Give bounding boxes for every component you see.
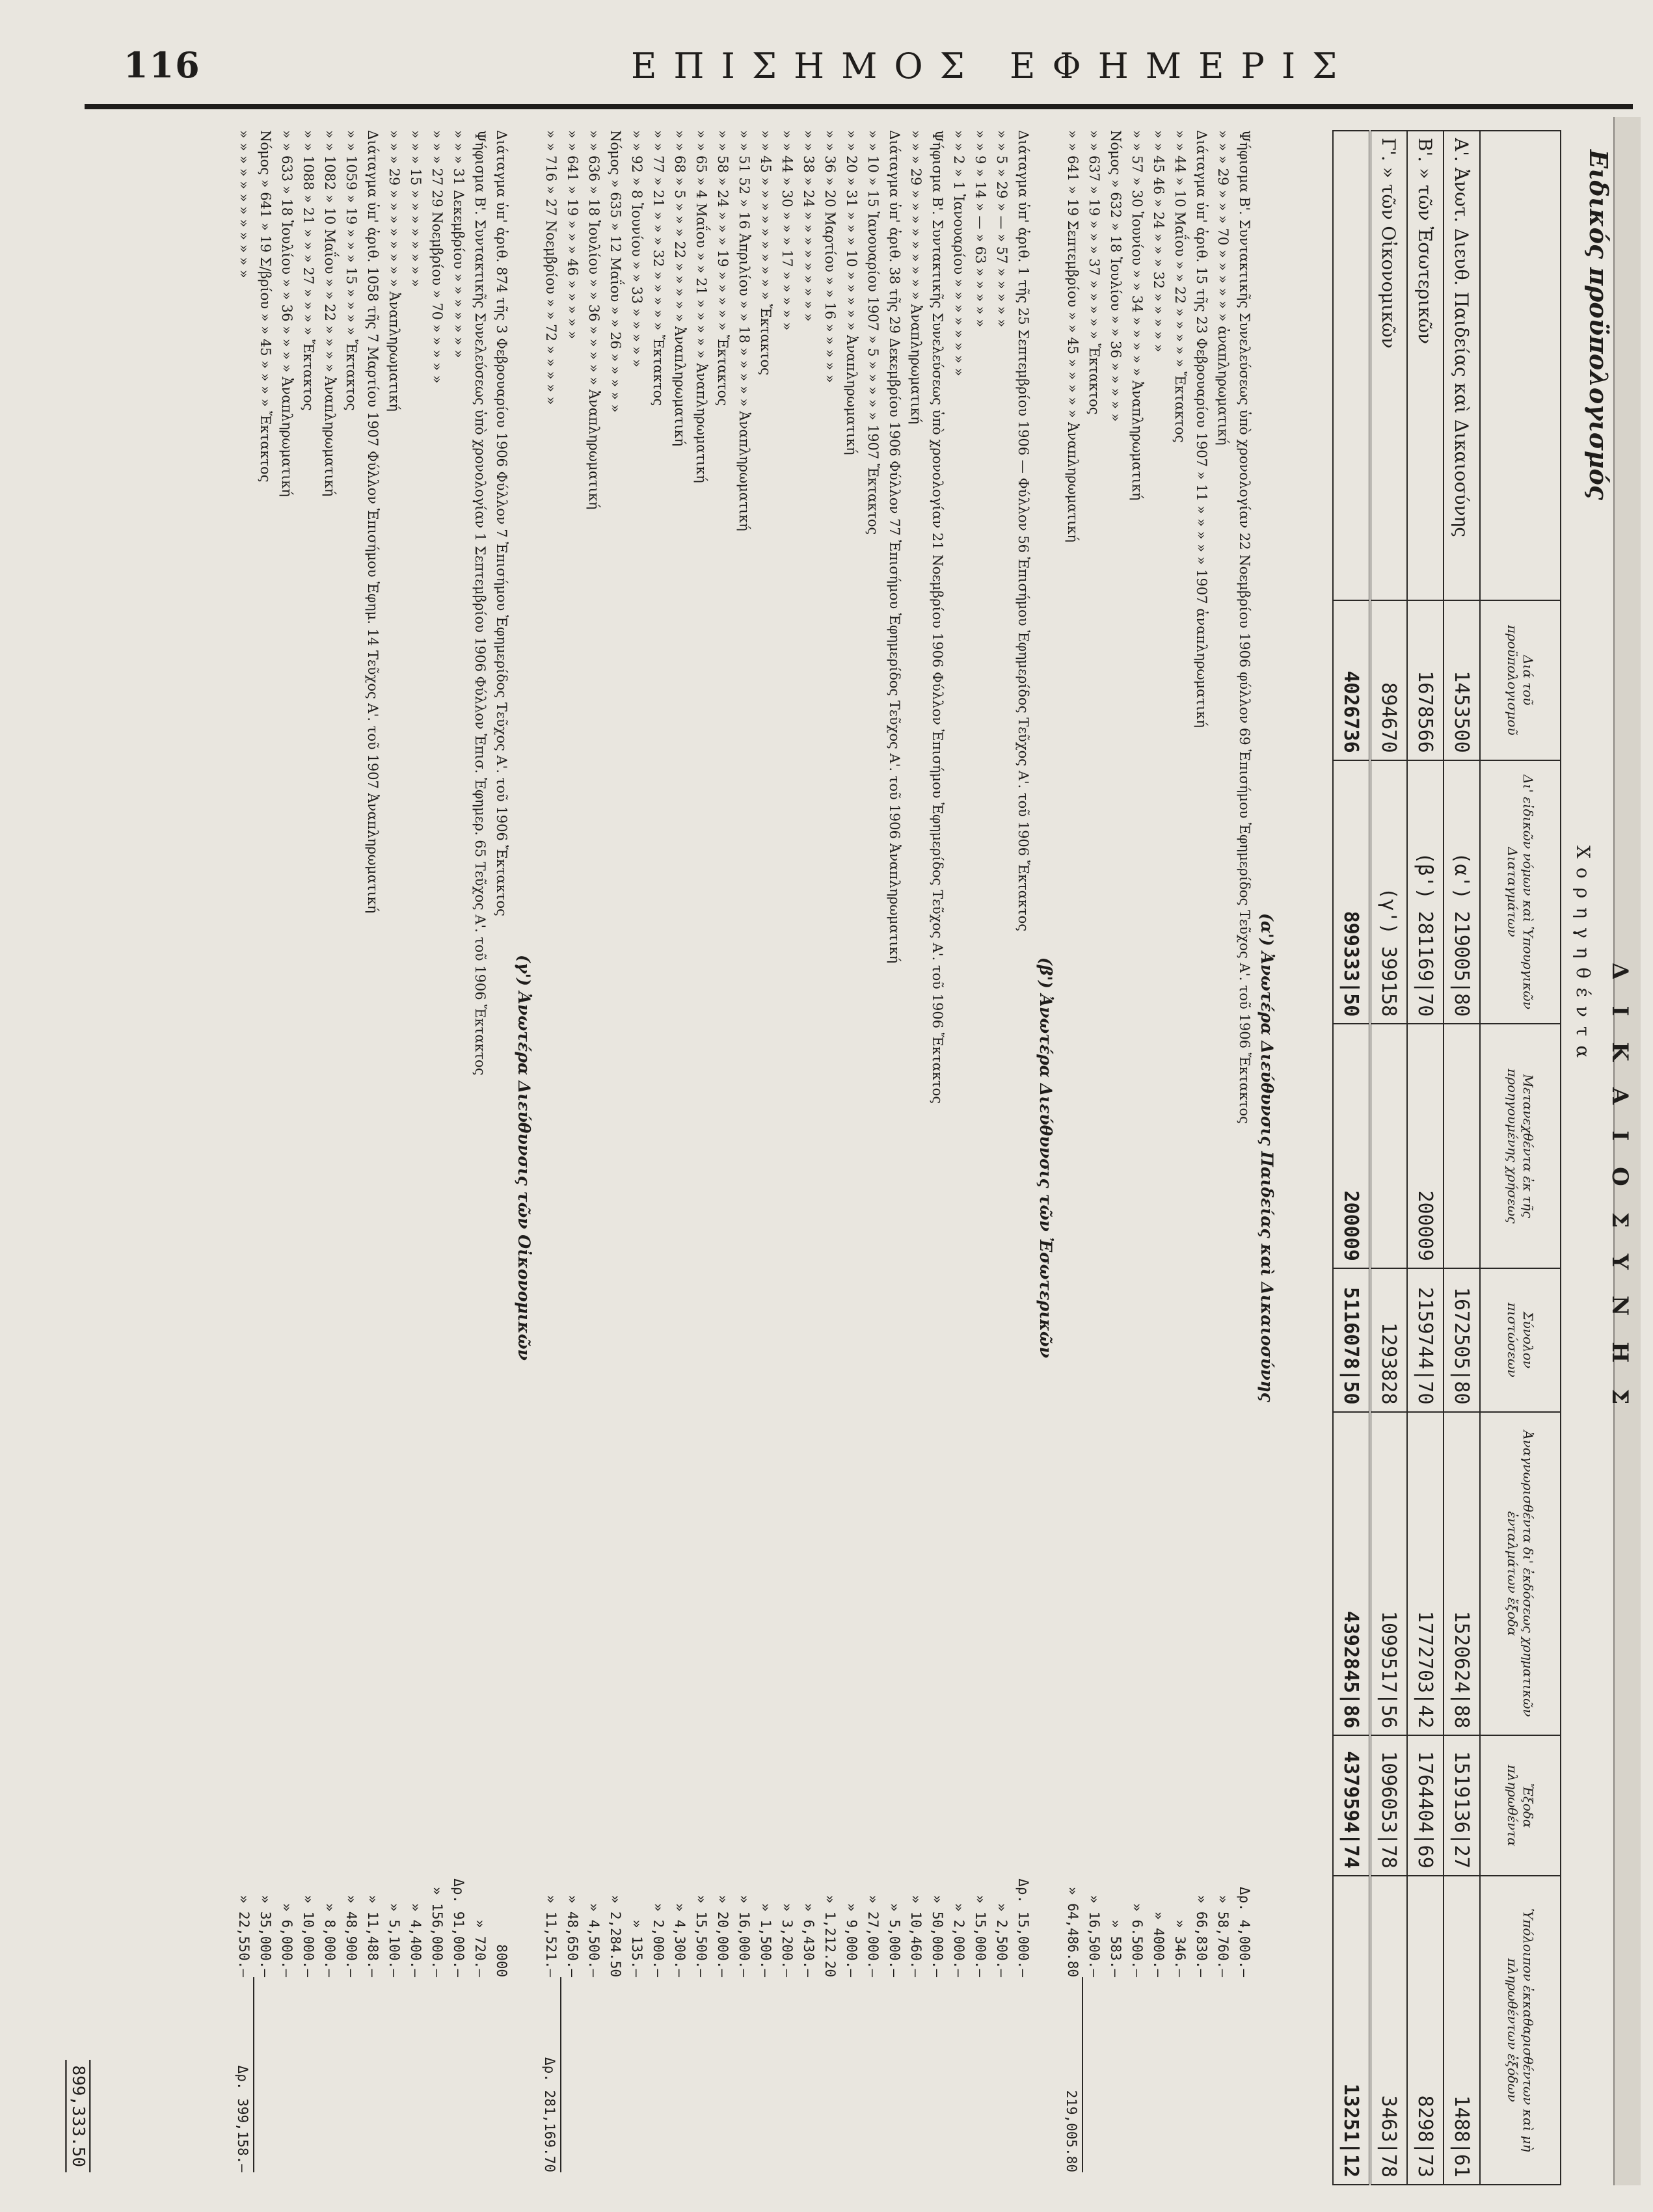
table-header-row	[1480, 131, 1561, 2185]
totals-row	[1333, 131, 1370, 2185]
detail-line	[297, 130, 319, 2185]
line-subtotal	[561, 1977, 583, 2172]
table-cell: 894670	[1370, 600, 1407, 760]
total-cell: 4026736	[1333, 600, 1370, 760]
line-subtotal	[1105, 1977, 1126, 2172]
line-text: » » » 27 29 Νοεμβρίου » 70 » » » » »	[429, 130, 445, 384]
detail-line	[1233, 130, 1255, 2185]
line-text: » » 77 » 21 » » » 32 » » » » » Ἔκτακτος	[651, 130, 666, 406]
line-subtotal	[1169, 1977, 1190, 2172]
column-header: Διά τοῦ προϋπολογισμοῦ	[1480, 600, 1561, 760]
line-subtotal	[604, 1977, 626, 2172]
line-text: » » 44 » 30 » » » 17 » » » » »	[779, 130, 795, 331]
table-row	[1444, 131, 1480, 2185]
line-subtotal	[991, 1977, 1012, 2172]
line-amount: » 6,000.—	[279, 1903, 295, 1977]
table-cell: 1096053|78	[1370, 1735, 1407, 1875]
detail-line	[276, 130, 297, 2185]
line-amount: » 22,550.—	[236, 1895, 252, 1977]
detail-line	[1190, 130, 1212, 2185]
detail-line	[1126, 130, 1148, 2185]
line-amount: » 11,488.—	[365, 1895, 381, 1977]
line-subtotal	[426, 1977, 448, 2172]
detail-line	[1012, 130, 1034, 2185]
detail-line	[561, 130, 583, 2185]
line-subtotal	[647, 1977, 669, 2172]
table-cell: 1293828	[1370, 1268, 1407, 1412]
line-text: » » 9 » 14 » — » 63 » » » » »	[973, 130, 988, 328]
line-subtotal	[926, 1977, 948, 2172]
detail-heading-a: (α') Ἀνωτέρα Διεύθυνσις Παιδείας καὶ Δικαιοσύνης	[1257, 913, 1276, 1402]
line-subtotal	[969, 1977, 991, 2172]
detail-line	[755, 130, 776, 2185]
line-subtotal: Δρ. 399,158.—	[232, 1977, 254, 2172]
detail-line	[840, 130, 862, 2185]
line-subtotal	[469, 1977, 491, 2172]
line-subtotal	[840, 1977, 862, 2172]
line-amount: » 2,000.—	[951, 1903, 967, 1977]
detail-line	[1212, 130, 1233, 2185]
table-cell: 1772703|42	[1407, 1412, 1444, 1736]
line-subtotal	[383, 1977, 405, 2172]
line-subtotal	[776, 1977, 798, 2172]
table-cell	[1444, 1024, 1480, 1268]
line-amount: Δρ. 15,000.—	[1015, 1878, 1031, 1977]
line-text: » » 65 » 4 Μαΐου » » 21 » » » » » Ἀναπληρωματική	[693, 130, 709, 483]
line-subtotal	[254, 1977, 276, 2172]
line-text: » » 51 52 » 16 Ἀπριλίου » » 18 » » » » » Ἀναπληρωματική	[736, 130, 752, 531]
table-cell: 1099517|56	[1370, 1412, 1407, 1736]
line-amount: » 11,521.—	[543, 1895, 559, 1977]
detail-line	[1169, 130, 1190, 2185]
detail-line	[798, 130, 819, 2185]
line-text: » » 637 » 19 » » » 37 » » » » » Ἔκτακτος	[1086, 130, 1102, 415]
line-amount: » 10,000.—	[301, 1895, 316, 1977]
line-subtotal	[583, 1977, 604, 2172]
table-cell: 3463|78	[1370, 1876, 1407, 2185]
detail-line	[647, 130, 669, 2185]
total-cell: 899333|50	[1333, 760, 1370, 1024]
line-amount: » 2,500.—	[994, 1903, 1010, 1977]
line-text: Ψήφισμα Β'. Συντακτικῆς Συνελεύσεως ὑπὸ χρονολογίαν 22 Νοεμβρίου 1906 φύλλον 69 Ἐπισήμου Ἐφημερίδος Τεῦχος Α'. τοῦ 1906 Ἔκτακτος	[1237, 130, 1252, 1124]
line-subtotal	[491, 1977, 512, 2172]
table-cell: 1520624|88	[1444, 1412, 1480, 1736]
line-text: » » 5 » 29 » — » 57 » » » » »	[994, 130, 1010, 328]
line-subtotal	[948, 1977, 969, 2172]
detail-line	[1060, 130, 1083, 2185]
detail-line	[991, 130, 1012, 2185]
grand-total: 899,333.50	[65, 2060, 91, 2172]
detail-line	[254, 130, 276, 2185]
line-text: » » » 31 Δεκεμβρίου » » » » » » »	[451, 130, 466, 358]
detail-line	[712, 130, 733, 2185]
table-cell: (γ') 399158	[1370, 760, 1407, 1024]
page-header	[124, 39, 1620, 104]
line-amount: » 3,200.—	[779, 1903, 795, 1977]
line-subtotal	[405, 1977, 426, 2172]
line-subtotal	[1126, 1977, 1148, 2172]
detail-line	[583, 130, 604, 2185]
detail-line	[669, 130, 690, 2185]
totals-label	[1333, 131, 1370, 600]
detail-line	[733, 130, 755, 2185]
line-subtotal	[340, 1977, 362, 2172]
line-text: » » 20 » 31 » » » 10 » » » » » Ἀναπληρωματική	[844, 130, 859, 455]
line-amount: » 15,000.—	[973, 1895, 988, 1977]
line-text: » » 68 » 5 » » » 22 » » » » » Ἀναπληρωματική	[672, 130, 688, 447]
line-amount: » 135.—	[629, 1919, 645, 1977]
line-text: Ψήφισμα Β'. Συντακτικῆς Συνελεύσεως ὑπὸ χρονολογίαν 21 Νοεμβρίου 1906 Φύλλον Ἐπισήμου Ἐφημερίδος Τεῦχος Α'. τοῦ 1906 Ἔκτακτος	[930, 130, 945, 1104]
table-cell: (β') 281169|70	[1407, 760, 1444, 1024]
page-title: ΕΠΙΣΗΜΟΣ ΕΦΗΜΕΡΙΣ	[631, 46, 1354, 87]
detail-line	[1083, 130, 1105, 2185]
line-text: » » 57 » 30 Ἰουνίου » » 34 » » » » » Ἀναπληρωματική	[1129, 130, 1145, 501]
line-amount: » 720.—	[472, 1919, 488, 1977]
line-amount: » 50,000.—	[930, 1895, 945, 1977]
line-subtotal	[712, 1977, 733, 2172]
detail-section	[232, 130, 1282, 2185]
line-amount: 8000	[494, 1944, 509, 1977]
line-text: Νόμος » 641 » 19 Σ/βρίου » » 45 » » » » Ἔκτακτος	[258, 130, 273, 483]
detail-line	[883, 130, 905, 2185]
line-text: » » 44 » 10 Μαΐου » » 22 » » » » » Ἔκτακτος	[1172, 130, 1188, 443]
line-amount: » 16,000.—	[736, 1895, 752, 1977]
line-subtotal	[448, 1977, 469, 2172]
line-amount: » 64,486.80	[1065, 1886, 1081, 1977]
detail-line	[469, 130, 491, 2185]
line-amount: » 2,000.—	[651, 1903, 666, 1977]
column-header: Ἔξοδα πληρωθέντα	[1480, 1735, 1561, 1875]
line-text: Ψήφισμα Β'. Συντακτικῆς Συνελεύσεως ὑπὸ χρονολογίαν 1 Σεπτεμβρίου 1906 Φύλλον Ἐπισ. Ἐφημερ. 65 Τεῦχος Α'. τοῦ 1906 Ἔκτακτος	[472, 130, 488, 1076]
line-text: Διάταγμα ὑπ' ἀριθ. 874 τῆς 3 Φεβρουαρίου 1906 Φύλλον 7 Ἐπισήμου Ἐφημερίδος Τεῦχος Α'. τοῦ 1906 Ἔκτακτος	[494, 130, 509, 916]
table-cell: (α') 219005|80	[1444, 760, 1480, 1024]
row-label: Γ'. » τῶν Οἰκονομικῶν	[1370, 131, 1407, 600]
budget-title: Ειδικός προϋπολογισμός	[1584, 150, 1613, 501]
detail-heading-c: (γ') Ἀνωτέρα Διεύθυνσις τῶν Οἰκονομικῶν	[515, 955, 533, 1361]
line-amount: » 10,460.—	[908, 1895, 924, 1977]
column-header: Ὑπόλοιπον ἐκκαθαρισθέντων καὶ μὴ πληρωθέντων ἐξόδων	[1480, 1876, 1561, 2185]
line-text: » » 92 » 8 Ἰουνίου » » 33 » » » » »	[629, 130, 645, 367]
detail-line	[905, 130, 926, 2185]
line-subtotal	[1233, 1977, 1255, 2172]
line-amount: » 16,500.—	[1086, 1895, 1102, 1977]
table-cell: 1672505|80	[1444, 1268, 1480, 1412]
detail-line	[405, 130, 426, 2185]
line-text: Διάταγμα ὑπ' ἀριθ. 38 τῆς 29 Δεκεμβρίου 1906 Φύλλον 77 Ἐπισήμου Ἐφημερίδος Τεῦχος Α'. τοῦ 1906 Ἀναπληρωματική	[887, 130, 902, 964]
line-text: » » 641 » 19 Σεπτεμβρίου » » 45 » » » » » Ἀναπληρωματική	[1065, 130, 1081, 542]
line-subtotal	[862, 1977, 883, 2172]
line-amount: » 1,212.20	[822, 1895, 838, 1977]
detail-list-c	[232, 130, 512, 2185]
page-number: 116	[124, 44, 201, 86]
line-subtotal	[319, 1977, 340, 2172]
line-text: » » » 15 » » » » » » » »	[408, 130, 423, 287]
summary-table	[1332, 130, 1561, 2185]
line-subtotal	[669, 1977, 690, 2172]
detail-line	[1148, 130, 1169, 2185]
line-text: » » » 29 » » » » » » » » Ἀναπληρωματική	[386, 130, 402, 412]
line-subtotal	[626, 1977, 647, 2172]
detail-line	[819, 130, 840, 2185]
line-subtotal	[297, 1977, 319, 2172]
line-text: » » 45 » » » » » » » » » » Ἔκτακτος	[758, 130, 773, 375]
line-subtotal	[883, 1977, 905, 2172]
line-amount: » 5,100.—	[386, 1903, 402, 1977]
detail-line	[926, 130, 948, 2185]
detail-line	[690, 130, 712, 2185]
line-text: Διάταγμα ὑπ' ἀριθ. 15 τῆς 23 Φεβρουαρίου 1907 » 11 » » » » » 1907 ἀναπληρωματική	[1194, 130, 1209, 728]
line-amount: » 35,000.—	[258, 1895, 273, 1977]
line-amount: » 9,000.—	[844, 1903, 859, 1977]
line-subtotal	[276, 1977, 297, 2172]
detail-heading-b: (β') Ἀνωτέρα Διεύθυνσις τῶν Ἐσωτερικῶν	[1036, 957, 1055, 1359]
line-amount: » 58,760.—	[1215, 1895, 1231, 1977]
detail-line	[604, 130, 626, 2185]
table-cell: 1519136|27	[1444, 1735, 1480, 1875]
line-subtotal	[733, 1977, 755, 2172]
detail-line	[448, 130, 469, 2185]
line-text: » » 2 » 1 Ἰανουαρίου » » » » » » » »	[951, 130, 967, 377]
line-amount: » 583.—	[1108, 1919, 1123, 1977]
line-subtotal	[1012, 1977, 1034, 2172]
line-text: » » 1082 » 10 Μαΐου » » 22 » » » » Ἀναπληρωματική	[322, 130, 338, 497]
detail-line	[232, 130, 254, 2185]
line-amount: » 4,500.—	[586, 1903, 602, 1977]
header-rule	[85, 104, 1633, 109]
line-subtotal	[1083, 1977, 1105, 2172]
line-text: » » » 29 » » » » » » » » » Ἀναπληρωματική	[908, 130, 924, 425]
table-row	[1370, 131, 1407, 2185]
line-amount: Δρ. 91,000.—	[451, 1878, 466, 1977]
total-cell: 200009	[1333, 1024, 1370, 1268]
line-text: » » 58 » 24 » » » 19 » » » » » Ἔκτακτος	[715, 130, 731, 406]
detail-line	[776, 130, 798, 2185]
line-subtotal: 219,005.80	[1060, 1977, 1083, 2172]
table-cell: 2159744|70	[1407, 1268, 1444, 1412]
column-header-label	[1480, 131, 1561, 600]
detail-line	[383, 130, 405, 2185]
table-cell: 1488|61	[1444, 1876, 1480, 2185]
line-text: » » 633 » 18 Ἰουλίου » » 36 » » » » Ἀναπληρωματική	[279, 130, 295, 497]
detail-line	[1105, 130, 1126, 2185]
total-cell: 5116078|50	[1333, 1268, 1370, 1412]
line-amount: » 66,830.—	[1194, 1895, 1209, 1977]
line-amount: » 48,900.—	[343, 1895, 359, 1977]
total-cell: 13251|12	[1333, 1876, 1370, 2185]
line-text: » » 1059 » 19 » » » 15 » » » » Ἔκτακτος	[343, 130, 359, 411]
line-amount: » 48,650.—	[565, 1895, 580, 1977]
line-text: » » 641 » 19 » » » 46 » » » » »	[565, 130, 580, 340]
detail-list-b	[539, 130, 1034, 2185]
detail-line	[969, 130, 991, 2185]
line-amount: » 4,300.—	[672, 1903, 688, 1977]
column-header: Μετανεχθέντα ἐκ τῆς προηγουμένης χρήσεως	[1480, 1024, 1561, 1268]
line-amount: » 346.—	[1172, 1919, 1188, 1977]
table-cell: 200009	[1407, 1024, 1444, 1268]
line-subtotal	[798, 1977, 819, 2172]
row-label: Β'. » τῶν Ἐσωτερικῶν	[1407, 131, 1444, 600]
detail-line	[319, 130, 340, 2185]
line-amount: » 1,500.—	[758, 1903, 773, 1977]
line-amount: » 156,000.—	[429, 1886, 445, 1977]
column-header: Ἀναγνωρισθέντα δι' ἐκδόσεως χρηματικῶν ἐνταλμάτων ἔξοδα	[1480, 1412, 1561, 1736]
table-row	[1407, 131, 1444, 2185]
column-header: Σύνολον πιστώσεων	[1480, 1268, 1561, 1412]
line-amount: » 27,000.—	[865, 1895, 881, 1977]
line-subtotal	[819, 1977, 840, 2172]
line-text: Νόμος » 632 » 18 Ἰουλίου » » 36 » » » » »	[1108, 130, 1123, 422]
line-subtotal	[1212, 1977, 1233, 2172]
row-label: Α'. Ἀνωτ. Διευθ. Παιδείας καὶ Δικαιοσύνης	[1444, 131, 1480, 600]
total-cell: 4392845|86	[1333, 1412, 1370, 1736]
line-amount: Δρ. 4,000.—	[1237, 1886, 1252, 1977]
detail-line	[948, 130, 969, 2185]
detail-line	[426, 130, 448, 2185]
line-text: » » 716 » 27 Νοεμβρίου » » 72 » » » » »	[543, 130, 559, 405]
line-amount: » 4,400.—	[408, 1903, 423, 1977]
table-cell: 1678566	[1407, 600, 1444, 760]
table-cell: 1453500	[1444, 600, 1480, 760]
detail-list-a	[1060, 130, 1255, 2185]
rotated-table-page	[59, 130, 1633, 2185]
line-text: » » » 29 » » » 70 » » » » » » ἀναπληρωματική	[1215, 130, 1231, 446]
detail-line	[862, 130, 883, 2185]
line-text: » » 10 » 15 Ἰανουαρίου 1907 » 5 » » » » » 1907 Ἔκτακτος	[865, 130, 881, 535]
line-amount: » 15,500.—	[693, 1895, 709, 1977]
detail-line	[539, 130, 561, 2185]
line-text: » » 38 » 24 » » » » » » » » »	[801, 130, 816, 322]
line-subtotal	[905, 1977, 926, 2172]
detail-line	[362, 130, 383, 2185]
line-amount: » 6.500.—	[1129, 1903, 1145, 1977]
line-subtotal	[755, 1977, 776, 2172]
line-amount: » 20,000.—	[715, 1895, 731, 1977]
table-cell: 1764404|69	[1407, 1735, 1444, 1875]
table-cell	[1370, 1024, 1407, 1268]
detail-line	[340, 130, 362, 2185]
line-amount: » 8,000.—	[322, 1903, 338, 1977]
detail-line	[626, 130, 647, 2185]
line-text: » » 45 46 » 24 » » » 32 » » » » »	[1151, 130, 1166, 353]
detail-line	[491, 130, 512, 2185]
line-text: » » » » » » » » » » » »	[236, 130, 252, 278]
line-subtotal	[1148, 1977, 1169, 2172]
table-cell: 8298|73	[1407, 1876, 1444, 2185]
total-cell: 4379594|74	[1333, 1735, 1370, 1875]
line-text: Νόμος » 635 » 12 Μαΐου » » 26 » » » » »	[608, 130, 623, 413]
line-text: Διάταγμα ὑπ' ἀριθ. 1058 τῆς 7 Μαρτίου 1907 Φύλλον Ἐπισήμου Ἐφημ. 14 Τεῦχος Α'. τοῦ 1907 Ἀναπληρωματική	[365, 130, 381, 914]
line-text: » » 36 » 20 Μαρτίου » » 16 » » » » »	[822, 130, 838, 383]
line-subtotal	[1190, 1977, 1212, 2172]
section-subtitle: Χορηγηθέντα	[1572, 846, 1594, 1067]
section-title: ΔΙΚΑΙΟΣΥΝΗΣ	[1607, 963, 1633, 1431]
line-text: » » 1088 » 21 » » » 27 » » » » Ἔκτακτος	[301, 130, 316, 411]
line-amount: » 2,284.50	[608, 1895, 623, 1977]
line-subtotal: Δρ. 281,169.70	[539, 1977, 561, 2172]
line-amount: » 4000.—	[1151, 1911, 1166, 1977]
title-block	[1555, 130, 1633, 2185]
column-header: Δι' εἰδικῶν νόμων καὶ Ὑπουργικῶν Διαταγμάτων	[1480, 760, 1561, 1024]
line-subtotal	[690, 1977, 712, 2172]
line-amount: » 5,000.—	[887, 1903, 902, 1977]
line-amount: » 6,430.—	[801, 1903, 816, 1977]
line-subtotal	[362, 1977, 383, 2172]
line-text: Διάταγμα ὑπ' ἀριθ. 1 τῆς 25 Σεπτεμβρίου 1906 — Φύλλον 56 Ἐπισήμου Ἐφημερίδος Τεῦχος Α'. τοῦ 1906 Ἔκτακτος	[1015, 130, 1031, 932]
line-text: » » 636 » 18 Ἰουλίου » » 36 » » » » » Ἀναπληρωματική	[586, 130, 602, 510]
